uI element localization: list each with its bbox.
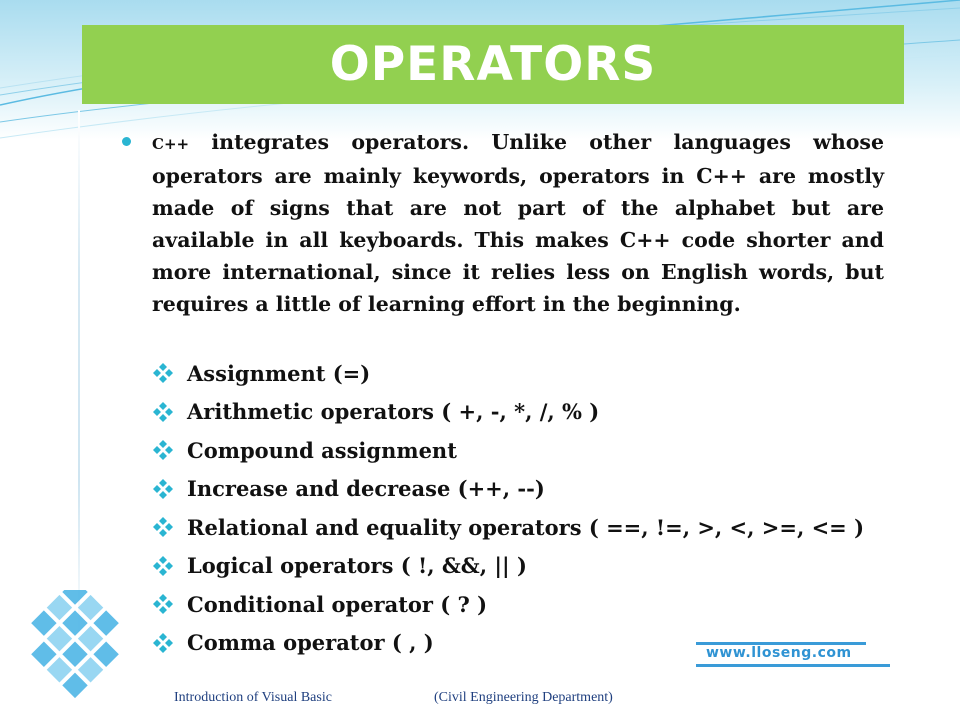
footer-right: (Civil Engineering Department) bbox=[434, 690, 613, 705]
diamond-bullet-icon bbox=[152, 555, 174, 577]
intro-body: integrates operators. Unlike other languages whose operators are mainly keywords, operators in C++ are mostly made of signs that are not part of the alphabet but are available in all keyboards. This makes C++ code shorter and more international, since it relies less on English words, but requires a little of learning effort in the beginning. bbox=[152, 130, 884, 316]
list-item-label: Increase and decrease (++, --) bbox=[187, 476, 545, 502]
list-item bbox=[152, 431, 864, 470]
list-item bbox=[152, 470, 864, 509]
intro-text bbox=[152, 126, 884, 320]
diamond-bullet-icon bbox=[152, 516, 174, 538]
list-item bbox=[152, 393, 864, 432]
list-item-label: Comma operator ( , ) bbox=[187, 630, 434, 656]
list-item-label: Compound assignment bbox=[187, 437, 457, 463]
intro-prefix: C++ bbox=[152, 135, 190, 153]
list-item-label: Arithmetic operators ( +, -, *, /, % ) bbox=[187, 399, 600, 425]
operator-list bbox=[152, 354, 864, 662]
watermark-text: www.lloseng.com bbox=[706, 645, 852, 661]
footer bbox=[0, 690, 960, 710]
list-item bbox=[152, 354, 864, 393]
diamond-bullet-icon bbox=[152, 439, 174, 461]
left-rule bbox=[78, 110, 80, 640]
list-item-label: Logical operators ( !, &&, || ) bbox=[187, 553, 527, 579]
list-item-label: Conditional operator ( ? ) bbox=[187, 591, 488, 617]
list-item bbox=[152, 508, 864, 547]
list-item-label: Relational and equality operators ( ==, !=, >, <, >=, <= ) bbox=[187, 514, 865, 540]
diamond-bullet-icon bbox=[152, 401, 174, 423]
diamond-bullet-icon bbox=[152, 478, 174, 500]
footer-left: Introduction of Visual Basic bbox=[174, 690, 332, 705]
slide-title: OPERATORS bbox=[329, 37, 657, 92]
diamond-bullet-icon bbox=[152, 593, 174, 615]
watermark bbox=[696, 640, 896, 670]
round-bullet-icon bbox=[122, 137, 131, 146]
list-item bbox=[152, 547, 864, 586]
title-bar bbox=[82, 25, 904, 104]
watermark-line bbox=[696, 664, 890, 667]
diamond-bullet-icon bbox=[152, 632, 174, 654]
list-item-label: Assignment (=) bbox=[187, 360, 371, 386]
intro-paragraph bbox=[122, 126, 884, 320]
diamond-bullet-icon bbox=[152, 362, 174, 384]
list-item bbox=[152, 585, 864, 624]
